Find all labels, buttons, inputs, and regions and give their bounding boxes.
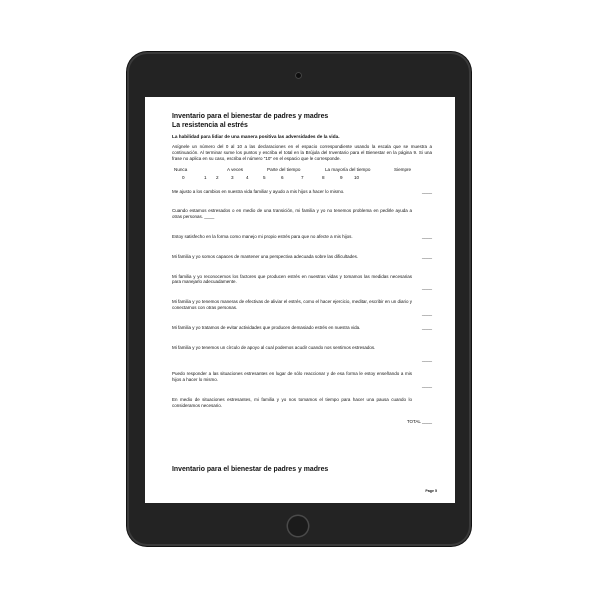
scale-number: 1 bbox=[204, 174, 207, 180]
scale-number: 9 bbox=[340, 174, 343, 180]
scale-label: A veces bbox=[227, 166, 244, 172]
question-item bbox=[172, 189, 432, 195]
scale-number: 2 bbox=[216, 174, 219, 180]
total-field[interactable]: TOTAL ____ bbox=[406, 418, 432, 424]
document-title: Inventario para el bienestar de padres y madres bbox=[172, 113, 329, 120]
question-text: Mi familia y yo tenemos maneras de efectivas de aliviar el estrés, como el hacer ejercicio, meditar, escribir en un diario y conectarnos con otras personas. bbox=[172, 299, 412, 310]
answer-blank[interactable]: ____ bbox=[421, 310, 432, 316]
question-item bbox=[172, 273, 432, 291]
question-item bbox=[172, 371, 432, 389]
question-text: Mi familia y yo tenemos un círculo de apoyo al cual podemos acudir cuando nos sentimos estresados. bbox=[172, 344, 376, 350]
question-text: Cuando estamos estresados o en medio de una transición, mi familia y yo no tenemos problema en pedirle ayuda a otras personas. ____ bbox=[172, 208, 412, 220]
question-item bbox=[172, 254, 432, 260]
scale-label: La mayoría del tiempo bbox=[325, 166, 371, 172]
answer-blank[interactable]: ____ bbox=[421, 285, 432, 291]
scale-label: Parte del tiempo bbox=[267, 166, 301, 172]
scale-number: 6 bbox=[281, 174, 284, 180]
total-row bbox=[172, 419, 432, 425]
question-text: Mi familia y yo somos capaces de mantener una perspectiva adecuada sobre las dificultades. bbox=[172, 253, 359, 259]
scale-numbers bbox=[172, 175, 432, 183]
scale-label: Siempre bbox=[394, 166, 412, 172]
question-item bbox=[172, 299, 432, 316]
footer-title: Inventario para el bienestar de padres y madres bbox=[172, 466, 329, 473]
home-button[interactable] bbox=[288, 516, 308, 536]
tablet-screen bbox=[145, 97, 455, 503]
question-text: Estoy satisfecho en la forma como manejo mi propio estrés para que no afecte a mis hijos. bbox=[172, 233, 353, 239]
document-page bbox=[172, 113, 432, 425]
question-text: En medio de situaciones estresantes, mi familia y yo nos tomamos el tiempo para hacer una pausa cuando lo consideramos necesario. bbox=[172, 396, 412, 408]
page-number: Page 5 bbox=[425, 489, 437, 493]
scale-number: 4 bbox=[246, 174, 249, 180]
scale-number: 10 bbox=[354, 174, 360, 180]
answer-blank[interactable]: ____ bbox=[421, 356, 432, 362]
question-text: Me ajusto a los cambios en nuestra vida familiar y ayudo a mis hijos a hacer lo mismo. bbox=[172, 188, 345, 194]
scale-labels bbox=[172, 167, 432, 175]
answer-blank[interactable]: ____ bbox=[421, 383, 432, 389]
document-subtitle: La resistencia al estrés bbox=[172, 121, 248, 129]
question-text: Puedo responder a las situaciones estresantes en lugar de sólo reaccionar y de esa forma le estoy enseñando a mis hijos a hacer lo mismo. bbox=[172, 371, 412, 383]
question-list bbox=[172, 189, 432, 425]
question-item bbox=[172, 208, 432, 220]
question-text: Mi familia y yo tratamos de evitar actividades que producen demasiado estrés en nuestra vida. bbox=[172, 324, 361, 330]
camera-icon bbox=[295, 72, 302, 79]
question-item bbox=[172, 397, 432, 409]
question-item bbox=[172, 325, 432, 331]
answer-blank[interactable]: ____ bbox=[421, 188, 432, 194]
answer-blank[interactable]: ____ bbox=[421, 233, 432, 239]
bold-instruction: La habilidad para lidiar de una manera positiva las adversidades de la vida. bbox=[172, 134, 340, 140]
question-item bbox=[172, 344, 432, 362]
scale-number: 7 bbox=[301, 174, 304, 180]
question-item bbox=[172, 234, 432, 240]
scale-number: 0 bbox=[182, 174, 185, 180]
scale-number: 5 bbox=[263, 174, 266, 180]
instruction-text: Asígnele un número del 0 al 10 a las declaraciones en el espacio correspondiente usando la escala que se muestra a continuación. Al terminar sume los puntos y escriba el total en la Brújula del Inventario para el Bienestar en la página 9. Si una frase no aplica en su caso, escriba el número "10" en el espacio que le corresponde. bbox=[172, 144, 432, 161]
scale-number: 3 bbox=[231, 174, 234, 180]
answer-blank[interactable]: ____ bbox=[421, 253, 432, 259]
scale-label: Nunca bbox=[174, 166, 188, 172]
question-text: Mi familia y yo reconocemos los factores que producen estrés en nuestras vidas y tomamos las medidas necesarias para manejarlo adecuadamente. bbox=[172, 273, 412, 285]
scale-number: 8 bbox=[322, 174, 325, 180]
answer-blank[interactable]: ____ bbox=[421, 324, 432, 330]
